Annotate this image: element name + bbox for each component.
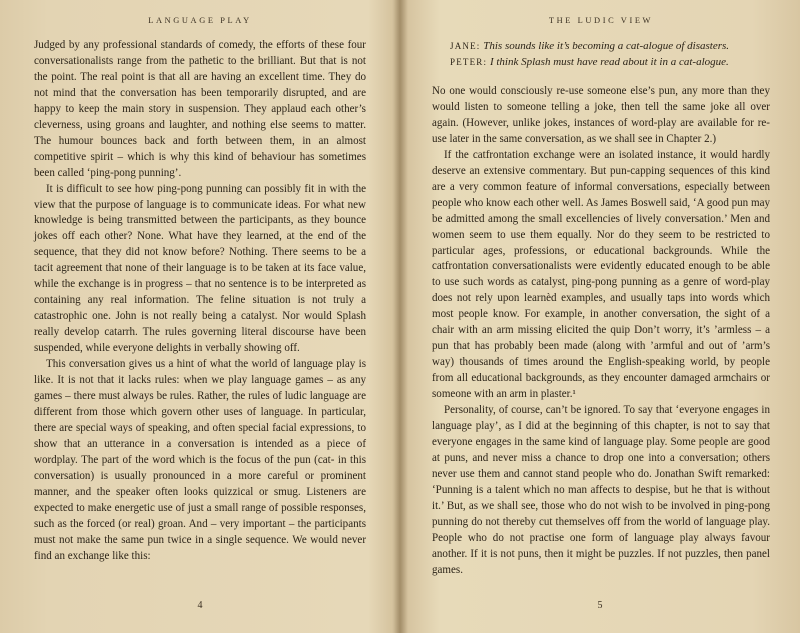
dialogue-line <box>450 54 770 70</box>
dialogue-text: I think Splash must have read about it in a cat-alogue. <box>489 56 729 68</box>
running-head-right: THE LUDIC VIEW <box>548 16 654 25</box>
speaker-name: JANE: <box>450 41 481 51</box>
running-head-left: LANGUAGE PLAY <box>148 16 252 25</box>
left-page-body <box>34 38 366 564</box>
paragraph: Personality, of course, can’t be ignored. To say that ‘everyone engages in language play’, as I did at the beginning of this chapter, is not to say that everyone engages in the same kind of language play. Some people are good at puns, and never miss a chance to drop one into a conversation; others never use them and cannot stand people who do. Jonathan Swift remarked: ‘Punning is a talent which no man affects to despise, but he that is without it.’ But, as we shall see, those who do not wish to be involved in ping-pong punning do not thereby cut themselves off from the world of language play. People who do not practise one form of language play always favour another. If it is not puns, then it might be puzzles. If not puzzles, then panel games. <box>432 404 770 576</box>
right-page <box>400 0 800 633</box>
dialogue-text: This sounds like it’s becoming a cat-alogue of disasters. <box>483 40 730 52</box>
speaker-name: PETER: <box>450 57 488 67</box>
paragraph: It is difficult to see how ping-pong punning can possibly fit in with the view that the purpose of language is to communicate ideas. For what new knowledge is being transmitted between the participants, as they bounce jokes off each other? None. What have they learned, at the end of the sequence, that they did not know before? Nothing. There seems to be a tacit agreement that none of their language is to be taken at its face value, while the exchange is in progress – that no sentence is to be interpreted as containing any real information. The feline situation is not truly a catastrophic one. John is not really being a catalyst. Nor would Splash really develop catarrh. The rules governing literal discourse have been suspended, while everyone delights in verbally showing off. <box>34 182 366 355</box>
paragraph: If the catfrontation exchange were an isolated instance, it would hardly deserve an extensive commentary. But pun-capping sequences of this kind are a very common feature of informal conversations, especially between people who know each other well. As James Boswell said, ‘A good pun may be admitted among the small excellencies of lively conversation.’ Men and women seem to use them equally. Nor do they seem to be restricted to particular ages, professions, or educational backgrounds. While the catfrontation conversationalists were evidently educated enough to be able to use such words as catalyst, ping-pong punning as a genre of word-play does not rely upon learnèd examples, and usually taps into words which most people know. For example, in another conversation, the sight of a chair with an arm missing elicited the quip Don’t worry, it’s ’armless – a pun that has probably been made (along with ’armful and out of ’arm’s way) thousands of times around the English-speaking world, by people from all educational backgrounds, as they encounter damaged armchairs or someone with an arm in plaster.¹ <box>432 148 770 401</box>
dialogue-line <box>450 38 770 54</box>
page-number-left: 4 <box>197 600 203 611</box>
dialogue-block <box>450 38 770 70</box>
paragraph: This conversation gives us a hint of what the world of language play is like. It is not that it lacks rules: when we play language games – as any games – there must always be rules. Rather, the rules of ludic language are different from those which govern other uses of language. In particular, there are special ways of speaking, and often special facial expressions, to show that an utterance in a conversation is intended as a piece of wordplay. The part of the word which is the focus of the pun (cat- in this conversation) is usually pronounced in a more careful or prominent manner, and the speaker often looks quizzical or smug. Listeners are expected to make energetic use of just a small range of possible responses, such as the forced (or real) groan. And – very important – the participants must not make the same pun twice in a single sequence. We would never find an exchange like this: <box>34 358 366 562</box>
page-number-right: 5 <box>597 600 603 611</box>
right-page-body <box>432 84 770 579</box>
paragraph: No one would consciously re-use someone else’s pun, any more than they would listen to someone telling a joke, then tell the same joke all over again. (However, unlike jokes, instances of word-play are available for re-use later in the same conversation, as we shall see in Chapter 2.) <box>432 85 770 145</box>
paragraph: Judged by any professional standards of comedy, the efforts of these four conversationalists range from the pathetic to the brilliant. But that is not the point. The real point is that all are having an excellent time. They do not mind that the conversation has been temporarily disrupted, and are happy to keep the main story in suspension. They applaud each other’s cleverness, using groans and laughter, and nothing else seems to matter. The humour bounces back and forth between them, in an almost competitive spirit – which is why this kind of behaviour has sometimes been called ‘ping-pong punning’. <box>34 39 366 179</box>
